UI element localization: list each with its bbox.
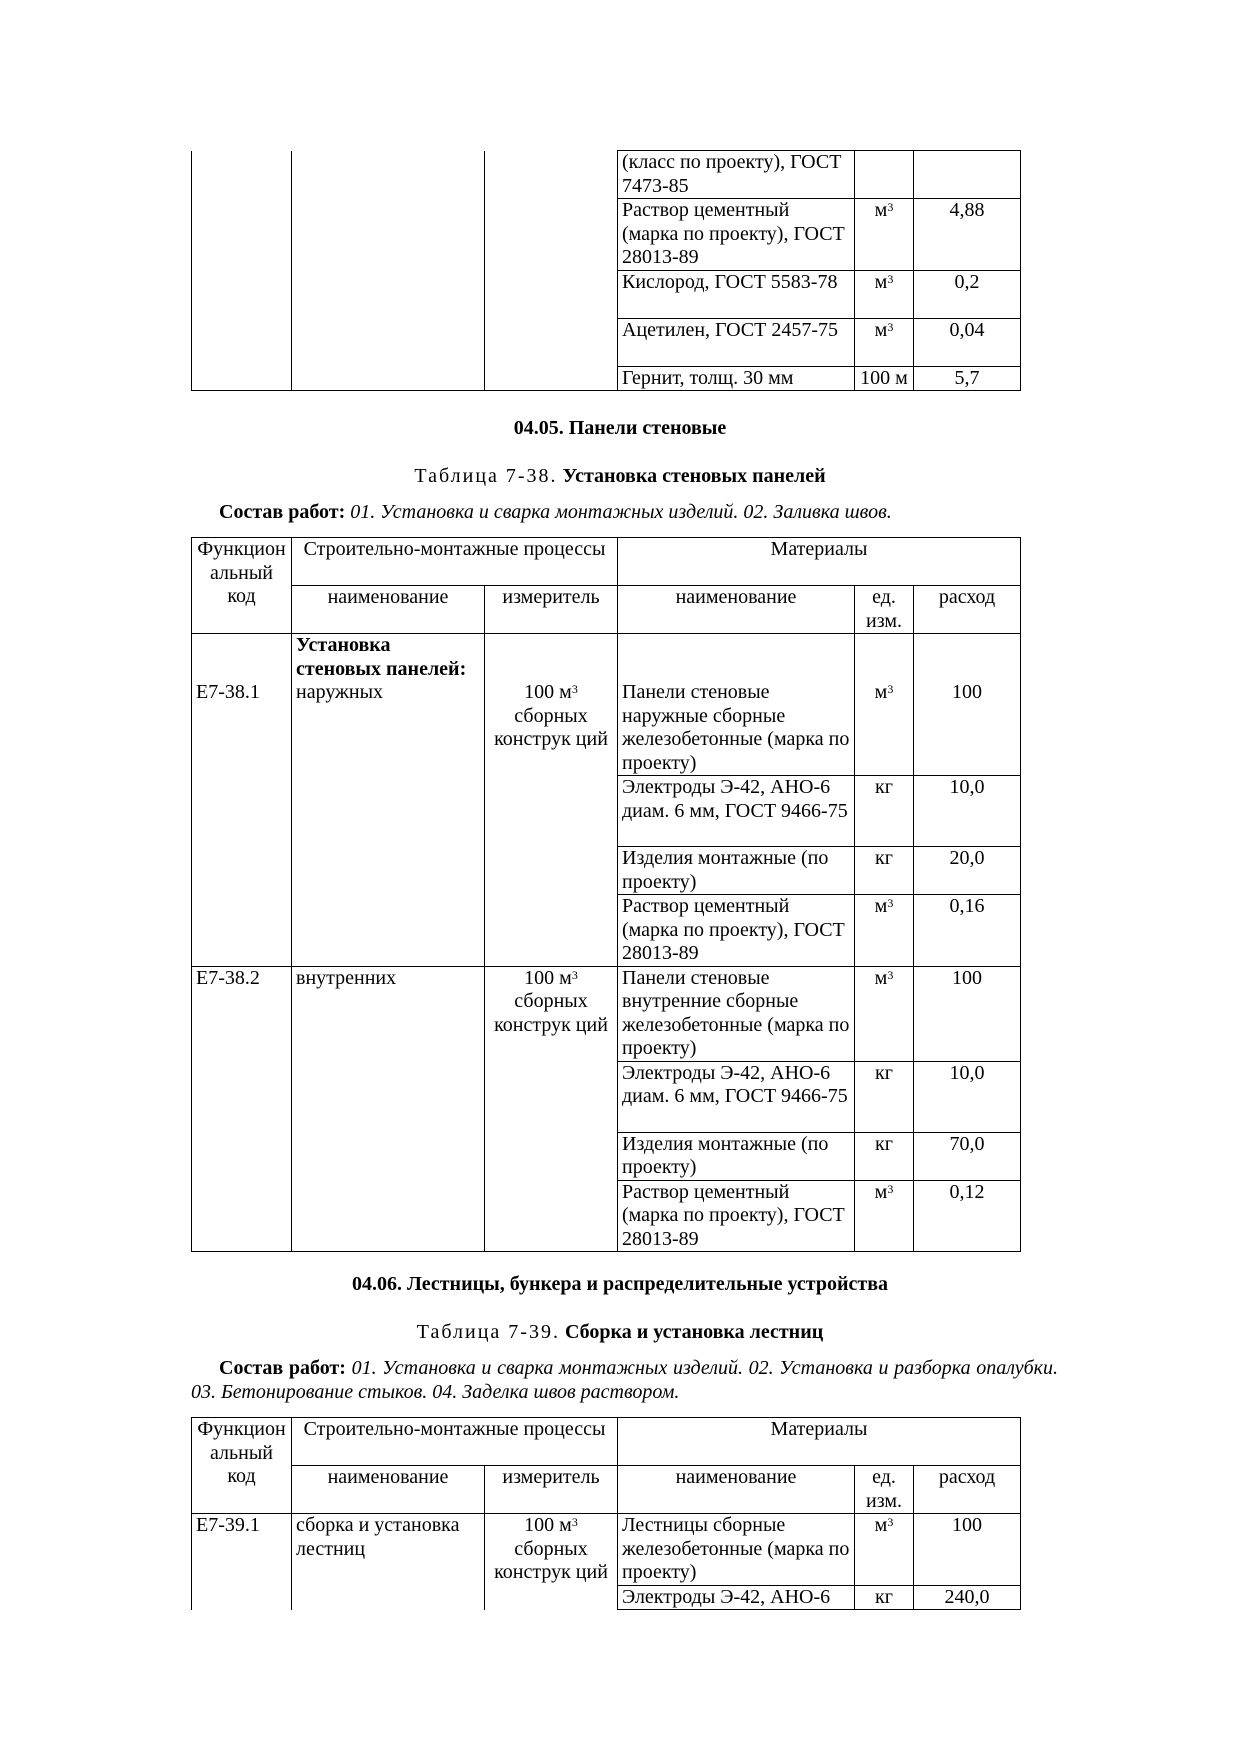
material-unit: кг: [855, 847, 914, 895]
process-name: внутренних: [292, 966, 485, 1061]
material-amount: 10,0: [914, 776, 1021, 847]
table-row: [192, 847, 1021, 895]
material-amount: 100: [914, 966, 1021, 1061]
caption-title: Сборка и установка лестниц: [564, 1321, 824, 1343]
material-amount: 100: [914, 1514, 1021, 1586]
header-processes: Строительно-монтажные процессы: [292, 538, 618, 586]
table-row: [192, 895, 1021, 967]
material-unit: $м^3$: [855, 270, 914, 318]
header-processes: Строительно-монтажные процессы: [292, 1418, 618, 1466]
func-code: Е7-39.1: [192, 1514, 292, 1586]
header-mat-amount: расход: [914, 1466, 1021, 1514]
func-code: Е7-38.1: [192, 634, 292, 776]
material-amount: 240,0: [914, 1585, 1021, 1610]
material-name: Ацетилен, ГОСТ 2457-75: [618, 318, 855, 366]
group-title: Установка стеновых панелей:: [296, 634, 467, 680]
header-proc-name: наименование: [292, 1466, 485, 1514]
table-row: [192, 1514, 1021, 1586]
material-name: Изделия монтажные (по проекту): [618, 847, 855, 895]
material-unit: $м^3$: [855, 895, 914, 967]
process-name: Установка стеновых панелей: наружных: [292, 634, 485, 776]
func-code: Е7-38.2: [192, 966, 292, 1061]
material-amount: [914, 151, 1021, 199]
table-7-38: [191, 537, 1021, 1252]
header-proc-meter: измеритель: [485, 1466, 618, 1514]
material-amount: 4,88: [914, 199, 1021, 271]
material-name: Электроды Э-42, АНО-6 диам. 6 мм, ГОСТ 9466-75: [618, 776, 855, 847]
material-unit: кг: [855, 1132, 914, 1180]
material-unit: $м^3$: [855, 1514, 914, 1586]
material-name: Раствор цементный (марка по проекту), ГОСТ 28013-89: [618, 1180, 855, 1252]
caption-label: Таблица 7-39.: [416, 1321, 560, 1343]
table-row: [192, 1061, 1021, 1132]
material-name: Панели стеновые внутренние сборные железобетонные (марка по проекту): [618, 966, 855, 1061]
material-name: Электроды Э-42, АНО-6: [618, 1585, 855, 1610]
table-row: [192, 966, 1021, 1061]
header-mat-unit: ед. изм.: [855, 586, 914, 634]
header-row: [192, 586, 1021, 634]
table-row: [192, 776, 1021, 847]
table-row: [192, 318, 1021, 366]
material-unit: кг: [855, 776, 914, 847]
material-amount: 5,7: [914, 366, 1021, 391]
material-name: Раствор цементный (марка по проекту), ГОСТ 28013-89: [618, 895, 855, 967]
caption-label: Таблица 7-38.: [414, 465, 558, 487]
works-label: Состав работ:: [219, 501, 346, 523]
works-text: 01. Установка и сварка монтажных изделий. 02. Заливка швов.: [350, 501, 892, 523]
header-materials: Материалы: [618, 1418, 1021, 1466]
table-row: [192, 366, 1021, 391]
material-name: Лестницы сборные железобетонные (марка по проекту): [618, 1514, 855, 1586]
material-unit: $м^3$: [855, 634, 914, 776]
material-unit: $м^3$: [855, 1180, 914, 1252]
table-7-39: [191, 1417, 1021, 1610]
material-amount: 0,12: [914, 1180, 1021, 1252]
table-row: [192, 1132, 1021, 1180]
material-unit: $м^3$: [855, 966, 914, 1061]
header-proc-meter: измеритель: [485, 586, 618, 634]
section-heading: 04.06. Лестницы, бункера и распределительные устройства: [351, 1273, 889, 1295]
table-row: [192, 634, 1021, 776]
material-amount: 70,0: [914, 1132, 1021, 1180]
material-amount: 0,16: [914, 895, 1021, 967]
table-caption: [0, 1321, 1240, 1344]
caption-title: Установка стеновых панелей: [562, 465, 826, 487]
header-mat-name: наименование: [618, 1466, 855, 1514]
header-row: [192, 1418, 1021, 1466]
header-materials: Материалы: [618, 538, 1021, 586]
table-row: [192, 199, 1021, 271]
works-text: 01. Установка и сварка монтажных изделий. 02. Установка и разборка опалубки. 03. Бетонирование стыков. 04. Заделка швов раствором.: [191, 1357, 1058, 1403]
material-name: Панели стеновые наружные сборные железобетонные (марка по проекту): [618, 634, 855, 776]
material-unit: кг: [855, 1061, 914, 1132]
continuation-table: [191, 150, 1021, 391]
material-amount: 100: [914, 634, 1021, 776]
table-row: [192, 151, 1021, 199]
process-meter: 100 $м^3$ сборных конструк ций: [485, 1514, 618, 1610]
header-proc-name: наименование: [292, 586, 485, 634]
process-meter: 100 $м^3$ сборных конструк ций: [485, 966, 618, 1061]
header-func-code: Функцион альный код: [192, 1418, 292, 1514]
material-name: Изделия монтажные (по проекту): [618, 1132, 855, 1180]
material-amount: 0,2: [914, 270, 1021, 318]
table-caption: [0, 465, 1240, 488]
works-label: Состав работ:: [219, 1357, 346, 1379]
material-amount: 0,04: [914, 318, 1021, 366]
process-name: сборка и установка лестниц: [292, 1514, 485, 1586]
material-name: Раствор цементный (марка по проекту), ГОСТ 28013-89: [618, 199, 855, 271]
table-row: [192, 1180, 1021, 1252]
material-name: Кислород, ГОСТ 5583-78: [618, 270, 855, 318]
material-name: Гернит, толщ. 30 мм: [618, 366, 855, 391]
header-row: [192, 1466, 1021, 1514]
material-unit: 100 м: [855, 366, 914, 391]
material-unit: $м^3$: [855, 199, 914, 271]
works-composition: [191, 1356, 1058, 1404]
section-heading: 04.05. Панели стеновые: [513, 417, 727, 439]
header-func-code: Функцион альный код: [192, 538, 292, 634]
material-unit: $м^3$: [855, 318, 914, 366]
table-row: [192, 270, 1021, 318]
process-meter: 100 $м^3$ сборных конструк ций: [485, 634, 618, 776]
material-unit: [855, 151, 914, 199]
header-row: [192, 538, 1021, 586]
material-amount: 20,0: [914, 847, 1021, 895]
material-amount: 10,0: [914, 1061, 1021, 1132]
material-unit: кг: [855, 1585, 914, 1610]
material-name: (класс по проекту), ГОСТ 7473-85: [618, 151, 855, 199]
header-mat-name: наименование: [618, 586, 855, 634]
material-name: Электроды Э-42, АНО-6 диам. 6 мм, ГОСТ 9466-75: [618, 1061, 855, 1132]
header-mat-amount: расход: [914, 586, 1021, 634]
header-mat-unit: ед. изм.: [855, 1466, 914, 1514]
works-composition: [191, 500, 1061, 524]
